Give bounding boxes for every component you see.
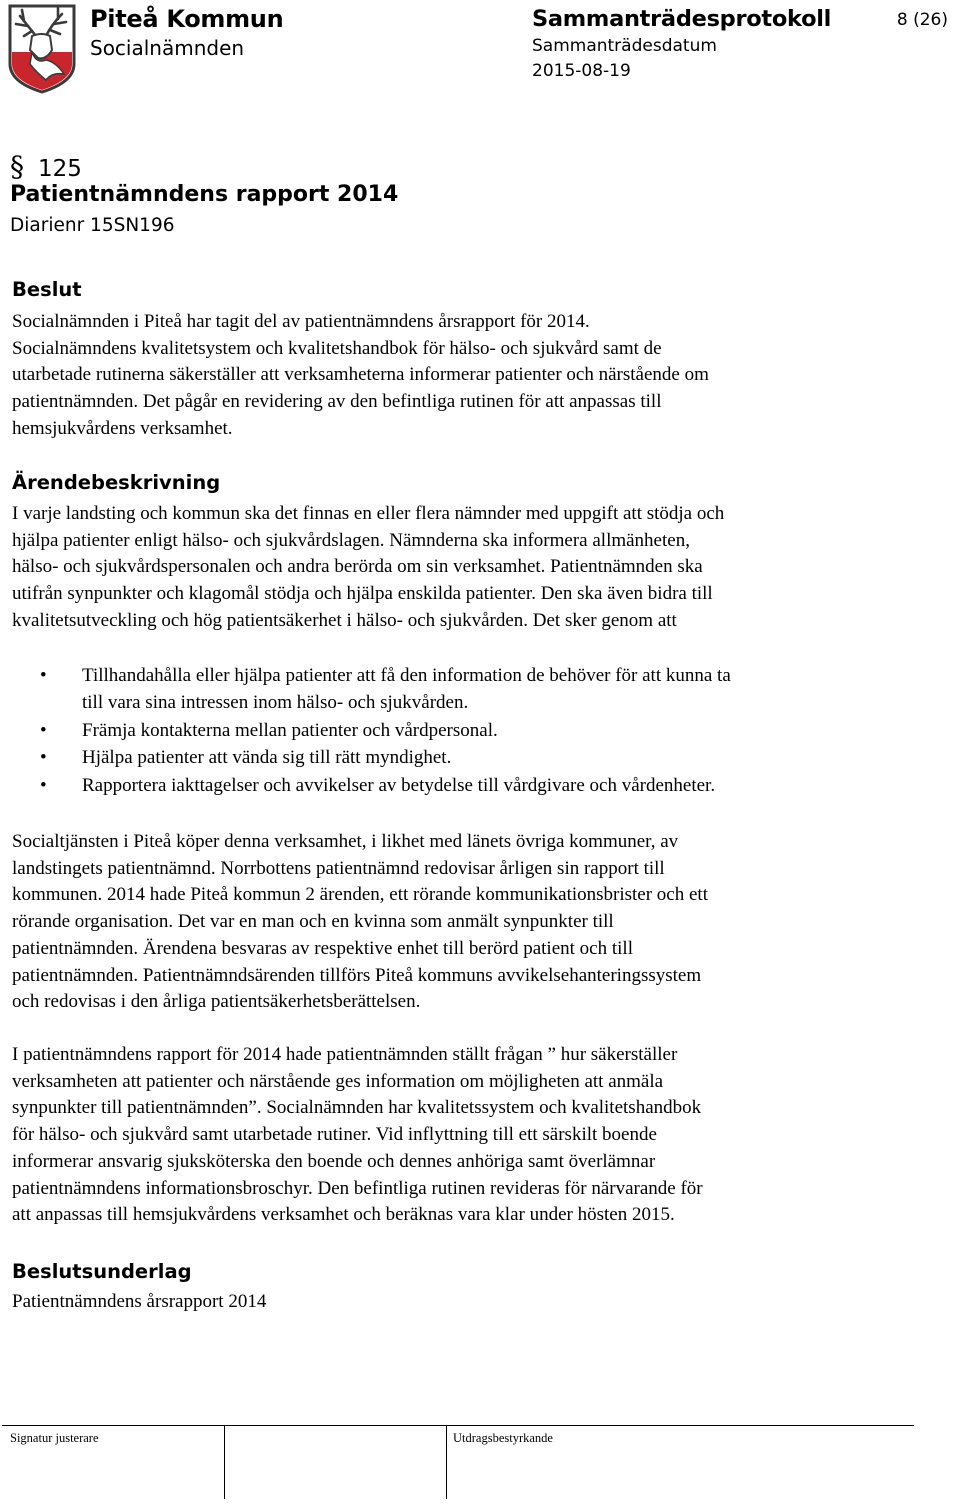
text-line: landstingets patientnämnd. Norrbottens patientnämnd redovisar årligen sin rapport till — [12, 857, 665, 879]
bullet-item — [40, 717, 731, 744]
case-title: Patientnämndens rapport 2014 — [10, 182, 399, 207]
bullet-list — [40, 662, 731, 799]
text-line: patientnämndens informationsbroschyr. Den befintliga rutinen revideras för närvarande för — [12, 1177, 703, 1199]
list-item: Patientnämndens årsrapport 2014 — [12, 1291, 267, 1312]
arendebeskrivning-intro — [12, 501, 912, 635]
text-line: • Hjälpa patienter att vända sig till rätt myndighet. — [82, 747, 452, 769]
page-number: 8 (26) — [896, 10, 948, 30]
meeting-date-label: Sammanträdesdatum — [532, 36, 717, 56]
text-line: hälso- och sjukvårdspersonalen och andra berörda om sin verksamhet. Patientnämnden ska — [12, 556, 703, 578]
document-type: Sammanträdesprotokoll — [532, 6, 832, 32]
text-line: • Tillhandahålla eller hjälpa patienter att få den information de behöver för att kunna ta — [82, 665, 731, 686]
text-line: synpunkter till patientnämnden”. Socialnämnden har kvalitetssystem och kvalitetshandbok — [12, 1097, 702, 1119]
document-info — [532, 4, 831, 84]
text-line: informerar ansvarig sjuksköterska den boende och dennes anhöriga samt överlämnar — [12, 1150, 656, 1172]
text-line: patientnämnden. Patientnämndsärenden tillförs Piteå kommuns avvikelsehanteringssystem — [12, 964, 702, 986]
text-line: Socialnämndens kvalitetsystem och kvalitetshandbok för hälso- och sjukvård samt de — [12, 337, 662, 359]
diarie-number: Diarienr 15SN196 — [10, 215, 175, 236]
organization-unit: Socialnämnden — [90, 36, 245, 60]
bullet-item — [40, 772, 731, 799]
text-line: att anpassas till hemsjukvårdens verksamhet och beräknas vara klar under hösten 2015. — [12, 1204, 675, 1226]
utdragsbestyrkande-label: Utdragsbestyrkande — [453, 1431, 553, 1445]
text-line: för hälso- och sjukvård samt utarbetade rutiner. Vid inflyttning till ett särskilt boende — [12, 1124, 657, 1146]
signatur-justerare-label: Signatur justerare — [10, 1431, 99, 1445]
text-line: verksamheten att patienter och närstående ges information om möjligheten att anmäla — [12, 1070, 664, 1092]
text-line: I varje landsting och kommun ska det finnas en eller flera nämnder med uppgift att stödja och — [12, 503, 725, 524]
paragraph-number: 125 — [38, 156, 82, 182]
text-line: till vara sina intressen inom hälso- och sjukvården. — [82, 692, 469, 714]
paragraph-heading — [10, 150, 82, 183]
paragraph-sign: § — [10, 150, 24, 183]
text-line: hemsjukvårdens verksamhet. — [12, 417, 233, 439]
footer-divider — [2, 1425, 914, 1426]
text-line: • Främja kontakterna mellan patienter och vårdpersonal. — [82, 719, 498, 741]
beslut-heading: Beslut — [12, 278, 82, 301]
footer-column-divider — [224, 1425, 225, 1499]
reindeer-coat-of-arms-icon — [6, 2, 78, 94]
text-line: och redovisas i den årliga patientsäkerhetsberättelsen. — [12, 991, 421, 1013]
beslutsunderlag-heading: Beslutsunderlag — [12, 1260, 192, 1283]
text-line: I patientnämndens rapport för 2014 hade patientnämnden ställt frågan ” hur säkerställer — [12, 1044, 678, 1065]
arendebeskrivning-paragraph-2 — [12, 829, 912, 1016]
footer-column-divider — [446, 1425, 447, 1499]
beslut-text — [12, 309, 912, 443]
text-line: kvalitetsutveckling och hög patientsäkerhet i hälso- och sjukvården. Det sker genom att — [12, 609, 677, 631]
organization-block — [90, 4, 283, 62]
bullet-item — [40, 662, 731, 717]
text-line: patientnämnden. Ärendena besvaras av respektive enhet till berörd patient och till — [12, 937, 633, 959]
text-line: Socialnämnden i Piteå har tagit del av patientnämndens årsrapport för 2014. — [12, 311, 590, 332]
arendebeskrivning-paragraph-3 — [12, 1042, 912, 1229]
text-line: hjälpa patienter enligt hälso- och sjukvårdslagen. Nämnderna ska informera allmänheten, — [12, 529, 690, 551]
text-line: rörande organisation. Det var en man och en kvinna som anmält synpunkter till — [12, 911, 614, 933]
text-line: • Rapportera iakttagelser och avvikelser av betydelse till vårdgivare och vårdenheter. — [82, 774, 716, 796]
bullet-item — [40, 744, 731, 771]
beslutsunderlag-list — [12, 1289, 912, 1316]
text-line: utarbetade rutinerna säkerställer att verksamheterna informerar patienter och närstående om — [12, 364, 709, 386]
meeting-date: 2015-08-19 — [532, 61, 631, 81]
text-line: kommunen. 2014 hade Piteå kommun 2 ärenden, ett rörande kommunikationsbrister och ett — [12, 884, 708, 906]
text-line: patientnämnden. Det pågår en revidering av den befintliga rutinen för att anpassas till — [12, 391, 662, 413]
arendebeskrivning-heading: Ärendebeskrivning — [12, 471, 221, 494]
organization-name: Piteå Kommun — [90, 5, 284, 33]
text-line: utifrån synpunkter och klagomål stödja och hjälpa enskilda patienter. Den ska även bidra till — [12, 583, 713, 605]
text-line: Socialtjänsten i Piteå köper denna verksamhet, i likhet med länets övriga kommuner, av — [12, 831, 679, 852]
